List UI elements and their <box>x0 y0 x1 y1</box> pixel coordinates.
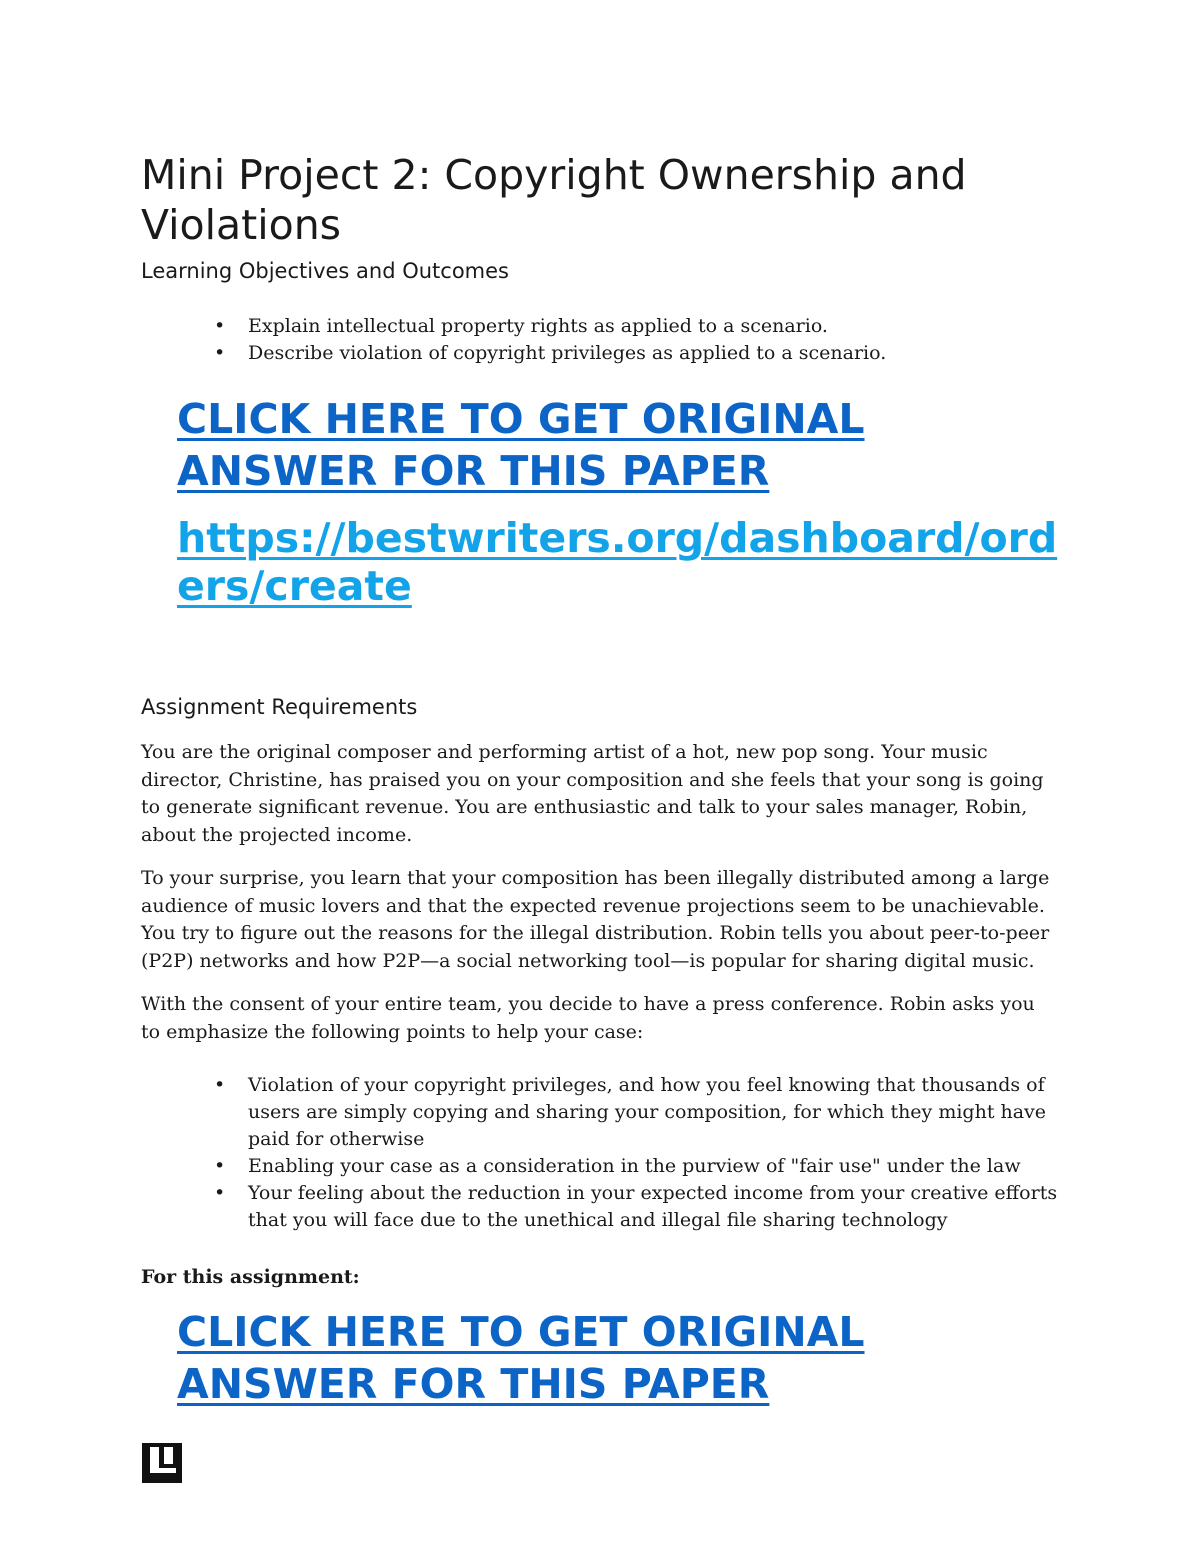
press-points-list <box>210 1072 1060 1234</box>
document-logo-icon <box>142 1443 182 1483</box>
scenario-paragraph-2: To your surprise, you learn that your composition has been illegally distributed among a large audience of music lovers and that the expected revenue projections seem to be unachievable. You try to figure out the reasons for the illegal distribution. Robin tells you about peer-to-peer (P2P) networks and how P2P—a social networking tool—is popular for sharing digital music. <box>141 867 1050 972</box>
list-item: • Describe violation of copyright privileges as applied to a scenario. <box>210 340 886 367</box>
cta-link-top[interactable]: CLICK HERE TO GET ORIGINAL ANSWER FOR THIS PAPER <box>177 395 865 495</box>
for-this-assignment-label: For this assignment: <box>141 1266 360 1288</box>
list-item: • Violation of your copyright privileges, and how you feel knowing that thousands of users are simply copying and sharing your composition, for which they might have paid for otherwise <box>210 1072 1060 1153</box>
order-url-link[interactable]: https://bestwriters.org/dashboard/orders/create <box>177 514 1058 610</box>
objectives-list <box>210 313 886 367</box>
assignment-requirements-heading: Assignment Requirements <box>141 695 418 719</box>
page-title: Mini Project 2: Copyright Ownership and Violations <box>141 151 967 249</box>
list-item: • Enabling your case as a consideration in the purview of "fair use" under the law <box>210 1153 1060 1180</box>
learning-objectives-heading: Learning Objectives and Outcomes <box>141 259 510 283</box>
scenario-paragraph-1: You are the original composer and performing artist of a hot, new pop song. Your music director, Christine, has praised you on your composition and she feels that your song is going to generate significant revenue. You are enthusiastic and talk to your sales manager, Robin, about the projected income. <box>141 741 1044 846</box>
cta-link-bottom[interactable]: CLICK HERE TO GET ORIGINAL ANSWER FOR THIS PAPER <box>177 1308 865 1408</box>
list-item: • Your feeling about the reduction in your expected income from your creative efforts that you will face due to the unethical and illegal file sharing technology <box>210 1180 1060 1234</box>
list-item: • Explain intellectual property rights as applied to a scenario. <box>210 313 886 340</box>
scenario-paragraph-3: With the consent of your entire team, you decide to have a press conference. Robin asks you to emphasize the following points to help your case: <box>141 993 1035 1043</box>
